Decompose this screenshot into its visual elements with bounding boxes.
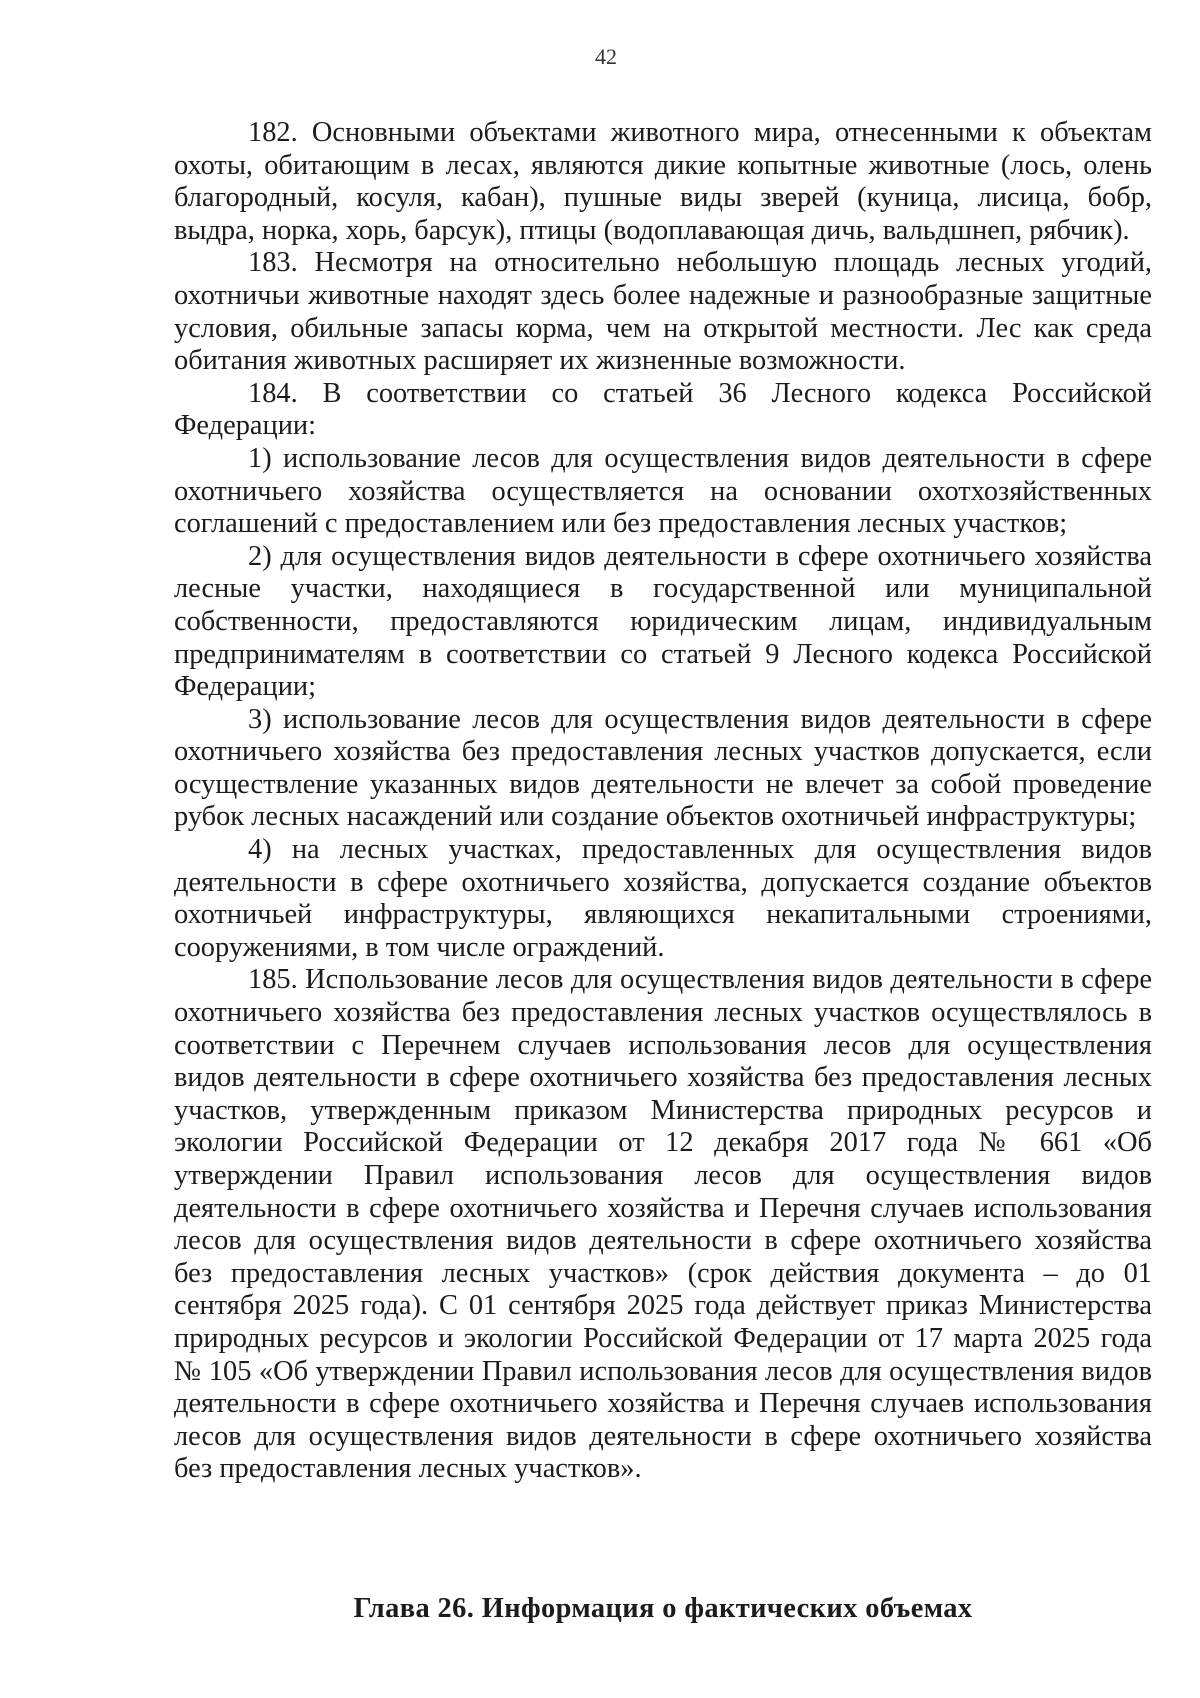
page-number: 42 — [595, 44, 617, 69]
list-item-3: 3) использование лесов для осуществления видов деятельности в сфере охотничьего хозяйства без предоставления лесных участков допускается, если осуществление указанных видов деятельности не влечет за собой проведение рубок лесных насаждений или создание объектов охотничьей инфраструктуры; — [174, 703, 1152, 833]
paragraph-182: 182. Основными объектами животного мира, отнесенными к объектам охоты, обитающим в лесах, являются дикие копытные животные (лось, олень благородный, косуля, кабан), пушные виды зверей (куница, лисица, бобр, выдра, норка, хорь, барсук), птицы (водоплавающая дичь, вальдшнеп, рябчик). — [174, 117, 1152, 246]
paragraph-185: 185. Использование лесов для осуществления видов деятельности в сфере охотничьего хозяйства без предоставления лесных участков осуществлялось в соответствии с Перечнем случаев использования лесов для осуществления видов деятельности в сфере охотничьего хозяйства без предоставления лесных участков, утвержденным приказом Министерства природных ресурсов и экологии Российской Федерации от 12 декабря 2017 года № 661 «Об утверждении Правил использования лесов для осуществления видов деятельности в сфере охотничьего хозяйства и Перечня случаев использования лесов для осуществления видов деятельности в сфере охотничьего хозяйства без предоставления лесных участков» (срок действия документа – до 01 сентября 2025 года). С 01 сентября 2025 года действует приказ Министерства природных ресурсов и экологии Российской Федерации от 17 марта 2025 года № 105 «Об утверждении Правил использования лесов для осуществления видов деятельности в сфере охотничьего хозяйства и Перечня случаев использования лесов для осуществления видов деятельности в сфере охотничьего хозяйства без предоставления лесных участков». — [174, 964, 1152, 1485]
list-item-4: 4) на лесных участках, предоставленных для осуществления видов деятельности в сфере охотничьего хозяйства, допускается создание объектов охотничьей инфраструктуры, являющихся некапитальными строениями, сооружениями, в том числе ограждений. — [174, 834, 1152, 963]
list-item-1: 1) использование лесов для осуществления видов деятельности в сфере охотничьего хозяйства осуществляется на основании охотхозяйственных соглашений с предоставлением или без предоставления лесных участков; — [174, 442, 1152, 540]
chapter-heading: Глава 26. Информация о фактических объемах — [353, 1593, 973, 1624]
document-body — [174, 117, 1152, 1486]
paragraph-184: 184. В соответствии со статьей 36 Лесного кодекса Российской Федерации: — [174, 377, 1152, 442]
list-item-2: 2) для осуществления видов деятельности в сфере охотничьего хозяйства лесные участки, находящиеся в государственной или муниципальной собственности, предоставляются юридическим лицам, индивидуальным предпринимателям в соответствии со статьей 9 Лесного кодекса Российской Федерации; — [174, 540, 1152, 703]
paragraph-183: 183. Несмотря на относительно небольшую площадь лесных угодий, охотничьи животные находят здесь более надежные и разнообразные защитные условия, обильные запасы корма, чем на открытой местности. Лес как среда обитания животных расширяет их жизненные возможности. — [174, 247, 1152, 377]
